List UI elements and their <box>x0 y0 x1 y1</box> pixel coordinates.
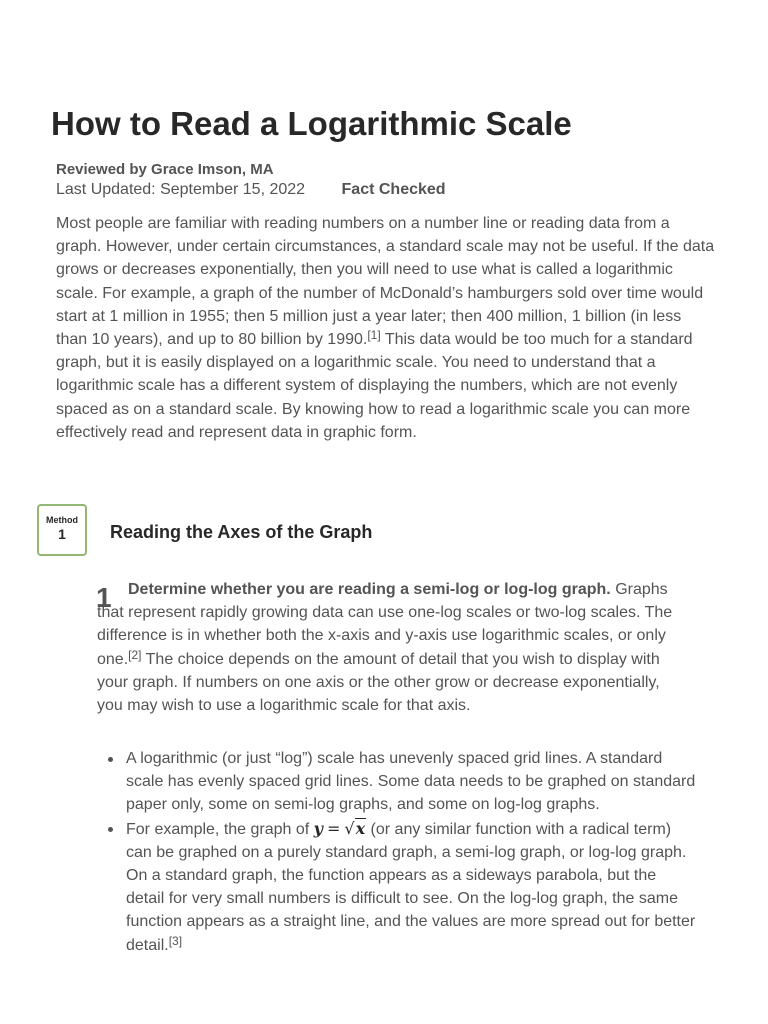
bullet-text-2-pre: For example, the graph of <box>126 820 314 838</box>
intro-text-part2: This data would be too much for a standard graph, but it is easily displayed on a logarithmic scale. You need to understand that a logarithmic scale has a different system of displaying the numbers, which are not evenly spaced as on a standard scale. By knowing how to read a logarithmic scale you can more effectively read and represent data in graphic form. <box>56 331 693 441</box>
citation-ref-3[interactable]: [3] <box>168 933 183 948</box>
math-sqrt-sign: √ <box>344 818 355 838</box>
step-headline: Determine whether you are reading a semi-log or log-log graph. <box>128 581 611 598</box>
last-updated-date: Last Updated: September 15, 2022 <box>56 181 306 198</box>
article-title: How to Read a Logarithmic Scale <box>51 105 572 142</box>
method-number: 1 <box>58 526 66 542</box>
intro-paragraph <box>56 212 716 444</box>
reviewer-credit[interactable]: Reviewed by Grace Imson, MA <box>56 161 274 178</box>
method-title: Reading the Axes of the Graph <box>110 522 373 542</box>
citation-ref-2[interactable]: [2] <box>128 647 142 662</box>
step-text-part2: The choice depends on the amount of detail that you wish to display with your graph. If numbers on one axis or the other grow or decrease exponentially, you may wish to use a logarithmic scale for that axis. <box>97 650 660 715</box>
step-number: 1 <box>96 582 112 613</box>
method-label: Method <box>46 515 78 525</box>
bullet-item <box>97 817 697 957</box>
step-bullet-list <box>97 747 697 957</box>
article-meta <box>56 181 446 199</box>
step-text-part1: Graphs that represent rapidly growing data can use one-log scales or two-log scales. The difference is in whether both the x-axis and y-axis use logarithmic scales, or only one. <box>97 581 673 668</box>
step-body <box>97 578 689 717</box>
intro-text-part1: Most people are familiar with reading numbers on a number line or reading data from a graph. However, under certain circumstances, a standard scale may not be useful. If the data grows or decreases exponentially, then you will need to use what is called a logarithmic scale. For example, a graph of the number of McDonald’s hamburgers sold over time would start at 1 million in 1955; then 5 million just a year later; then 400 million, 1 billion (in less than 10 years), and up to 80 billion by 1990. <box>56 215 715 349</box>
math-var-x: x <box>355 818 366 838</box>
bullet-text-2-post: (or any similar function with a radical term) can be graphed on a purely standard graph, a semi-log graph, or log-log graph. On a standard graph, the function appears as a sideways parabola, but the detail for very small numbers is difficult to see. On the log-log graph, the same function appears as a straight line, and the values are more spread out for better detail. <box>126 820 696 954</box>
citation-ref-1[interactable]: [1] <box>367 328 381 343</box>
math-formula <box>314 819 366 838</box>
fact-checked-badge[interactable]: Fact Checked <box>341 181 446 198</box>
bullet-text-1: A logarithmic (or just “log”) scale has unevenly spaced grid lines. A standard scale has evenly spaced grid lines. Some data needs to be graphed on standard paper only, some on semi-log graphs, and some on log-log graphs. <box>126 750 696 814</box>
bullet-item <box>97 747 697 817</box>
math-var-y: y <box>313 818 323 838</box>
math-equals: = <box>326 818 341 838</box>
method-badge <box>37 504 87 556</box>
